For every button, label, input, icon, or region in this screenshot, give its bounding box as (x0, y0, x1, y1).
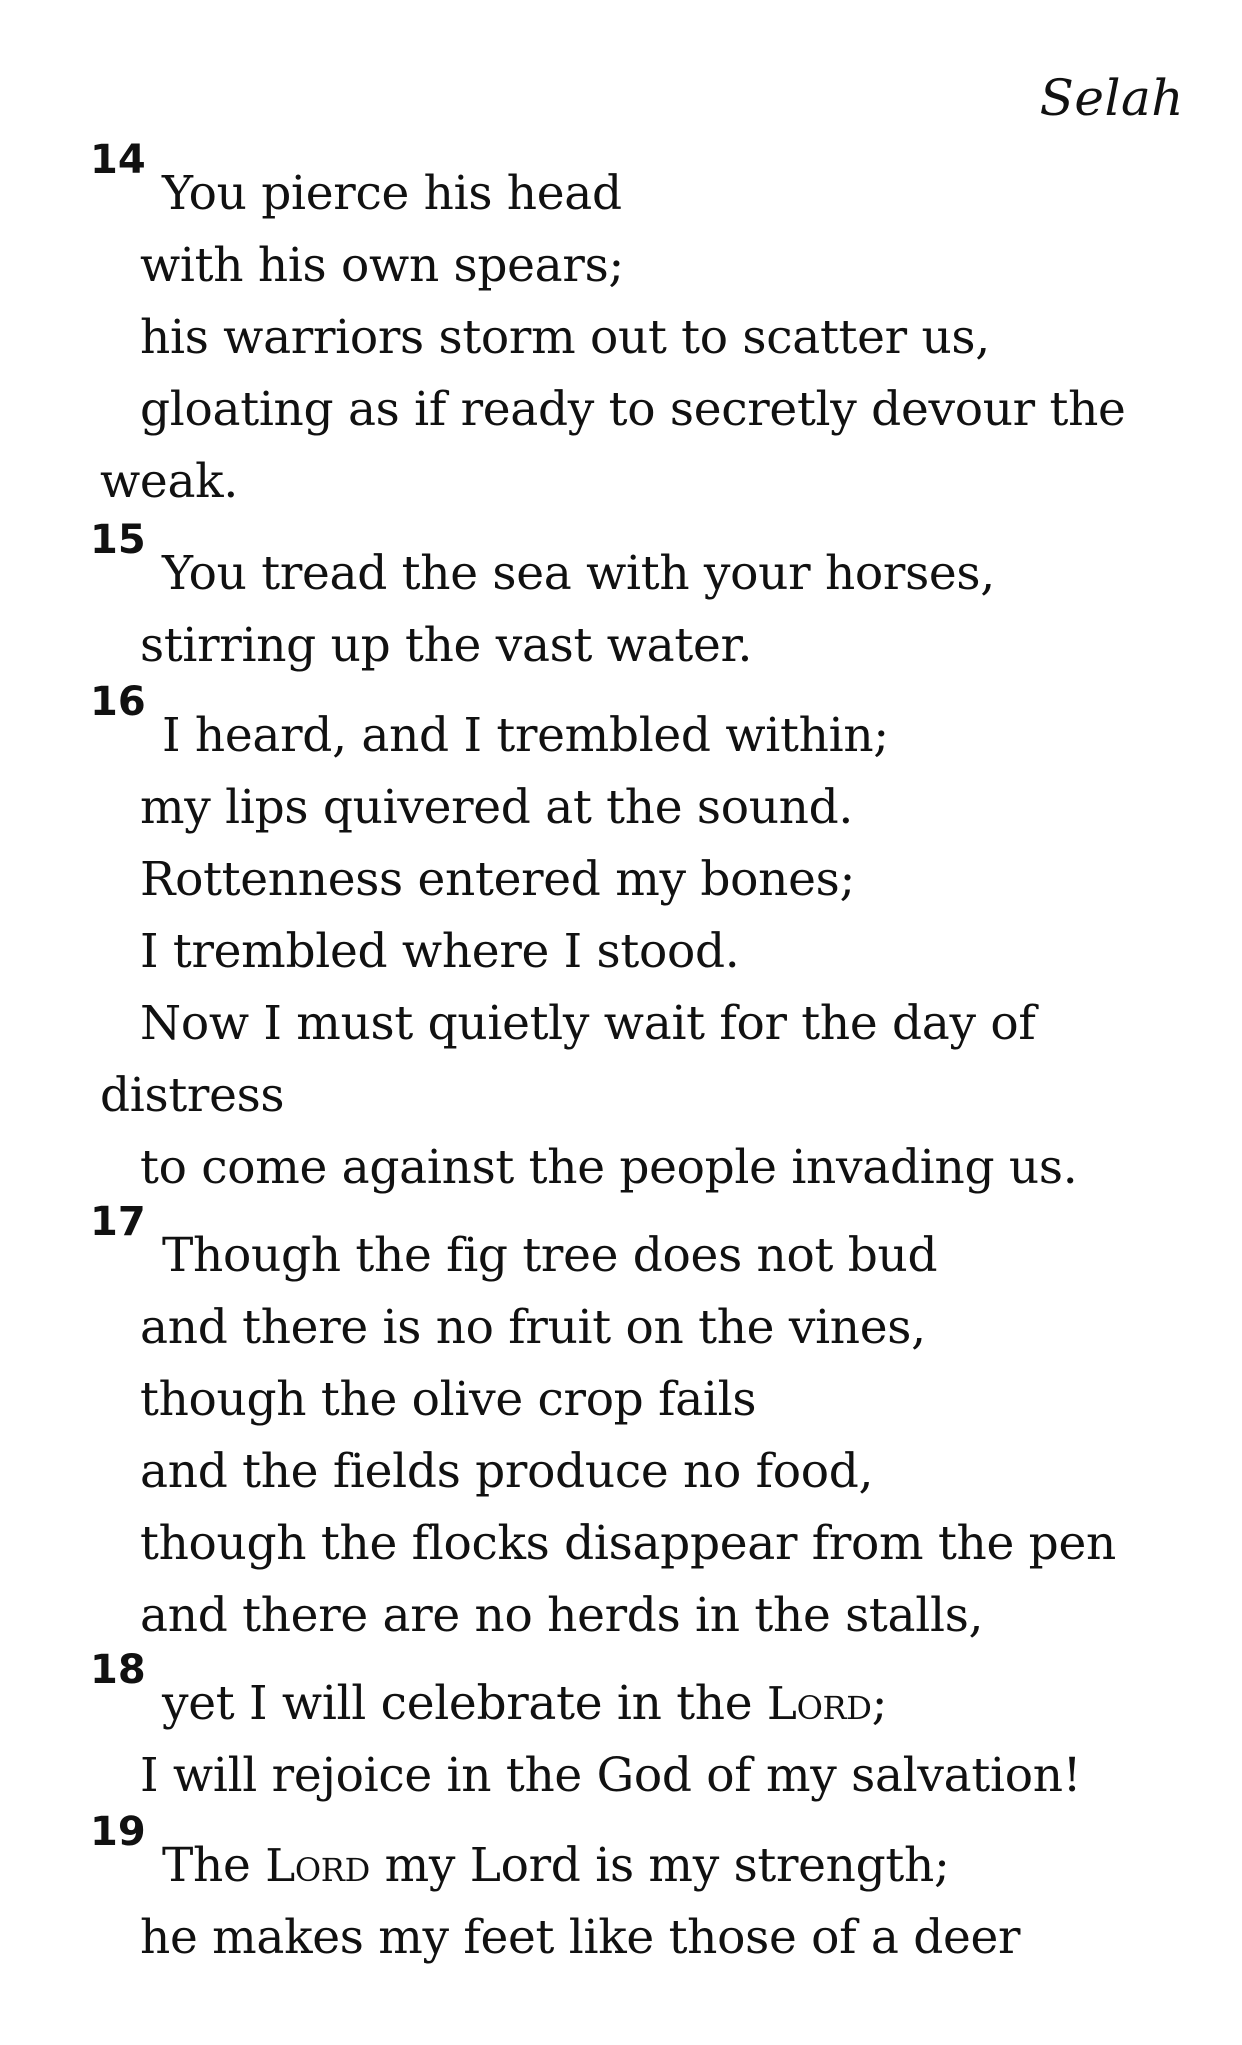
verse-line: stirring up the vast water. (140, 618, 753, 673)
divine-name: Lord (265, 1839, 370, 1892)
verse-text: my Lord is my strength; (369, 1838, 950, 1893)
verse-17 (90, 1200, 1210, 1652)
divine-name: Lord (766, 1677, 872, 1730)
verse-line: gloating as if ready to secretly devour the (140, 382, 1126, 437)
verse-line: my lips quivered at the sound. (140, 780, 854, 835)
verse-line: distress (100, 1068, 285, 1123)
verse-text: ; (871, 1676, 888, 1731)
verse-16 (90, 680, 1210, 1204)
verse-line: though the flocks disappear from the pen (140, 1516, 1116, 1571)
verse-line: Now I must quietly wait for the day of (140, 996, 1036, 1051)
verse-line: Rottenness entered my bones; (140, 852, 855, 907)
selah-marker: Selah (1039, 69, 1184, 127)
verse-18 (90, 1648, 1210, 1812)
verse-line: his warriors storm out to scatter us, (140, 310, 990, 365)
verse-number: 17 (90, 1199, 146, 1245)
verse-line: and the fields produce no food, (140, 1444, 874, 1499)
verse-number: 18 (90, 1647, 146, 1693)
verse-line: I will rejoice in the God of my salvation! (140, 1748, 1082, 1803)
verse-15 (90, 518, 1210, 682)
verse-line: he makes my feet like those of a deer (140, 1910, 1021, 1965)
verse-line: though the olive crop fails (140, 1372, 757, 1427)
verse-number: 19 (90, 1809, 146, 1855)
verse-line: to come against the people invading us. (140, 1140, 1078, 1195)
verse-line (90, 1668, 1210, 1740)
verse-line: You tread the sea with your horses, (162, 546, 995, 601)
verse-line (90, 1830, 1210, 1902)
verse-text: The (162, 1838, 266, 1893)
verse-number: 14 (90, 137, 146, 183)
verse-text: yet I will celebrate in the (162, 1676, 767, 1731)
verse-19 (90, 1810, 1210, 1974)
verse-line: Though the fig tree does not bud (162, 1228, 938, 1283)
verse-number: 15 (90, 517, 146, 563)
verse-line: I trembled where I stood. (140, 924, 740, 979)
verse-line: with his own spears; (140, 238, 624, 293)
verse-line: and there is no fruit on the vines, (140, 1300, 926, 1355)
verse-line: and there are no herds in the stalls, (140, 1588, 984, 1643)
verse-line: You pierce his head (162, 166, 622, 221)
verse-line: weak. (100, 454, 238, 509)
verse-14 (90, 138, 1210, 518)
verse-number: 16 (90, 679, 146, 725)
verse-line: I heard, and I trembled within; (162, 708, 889, 763)
